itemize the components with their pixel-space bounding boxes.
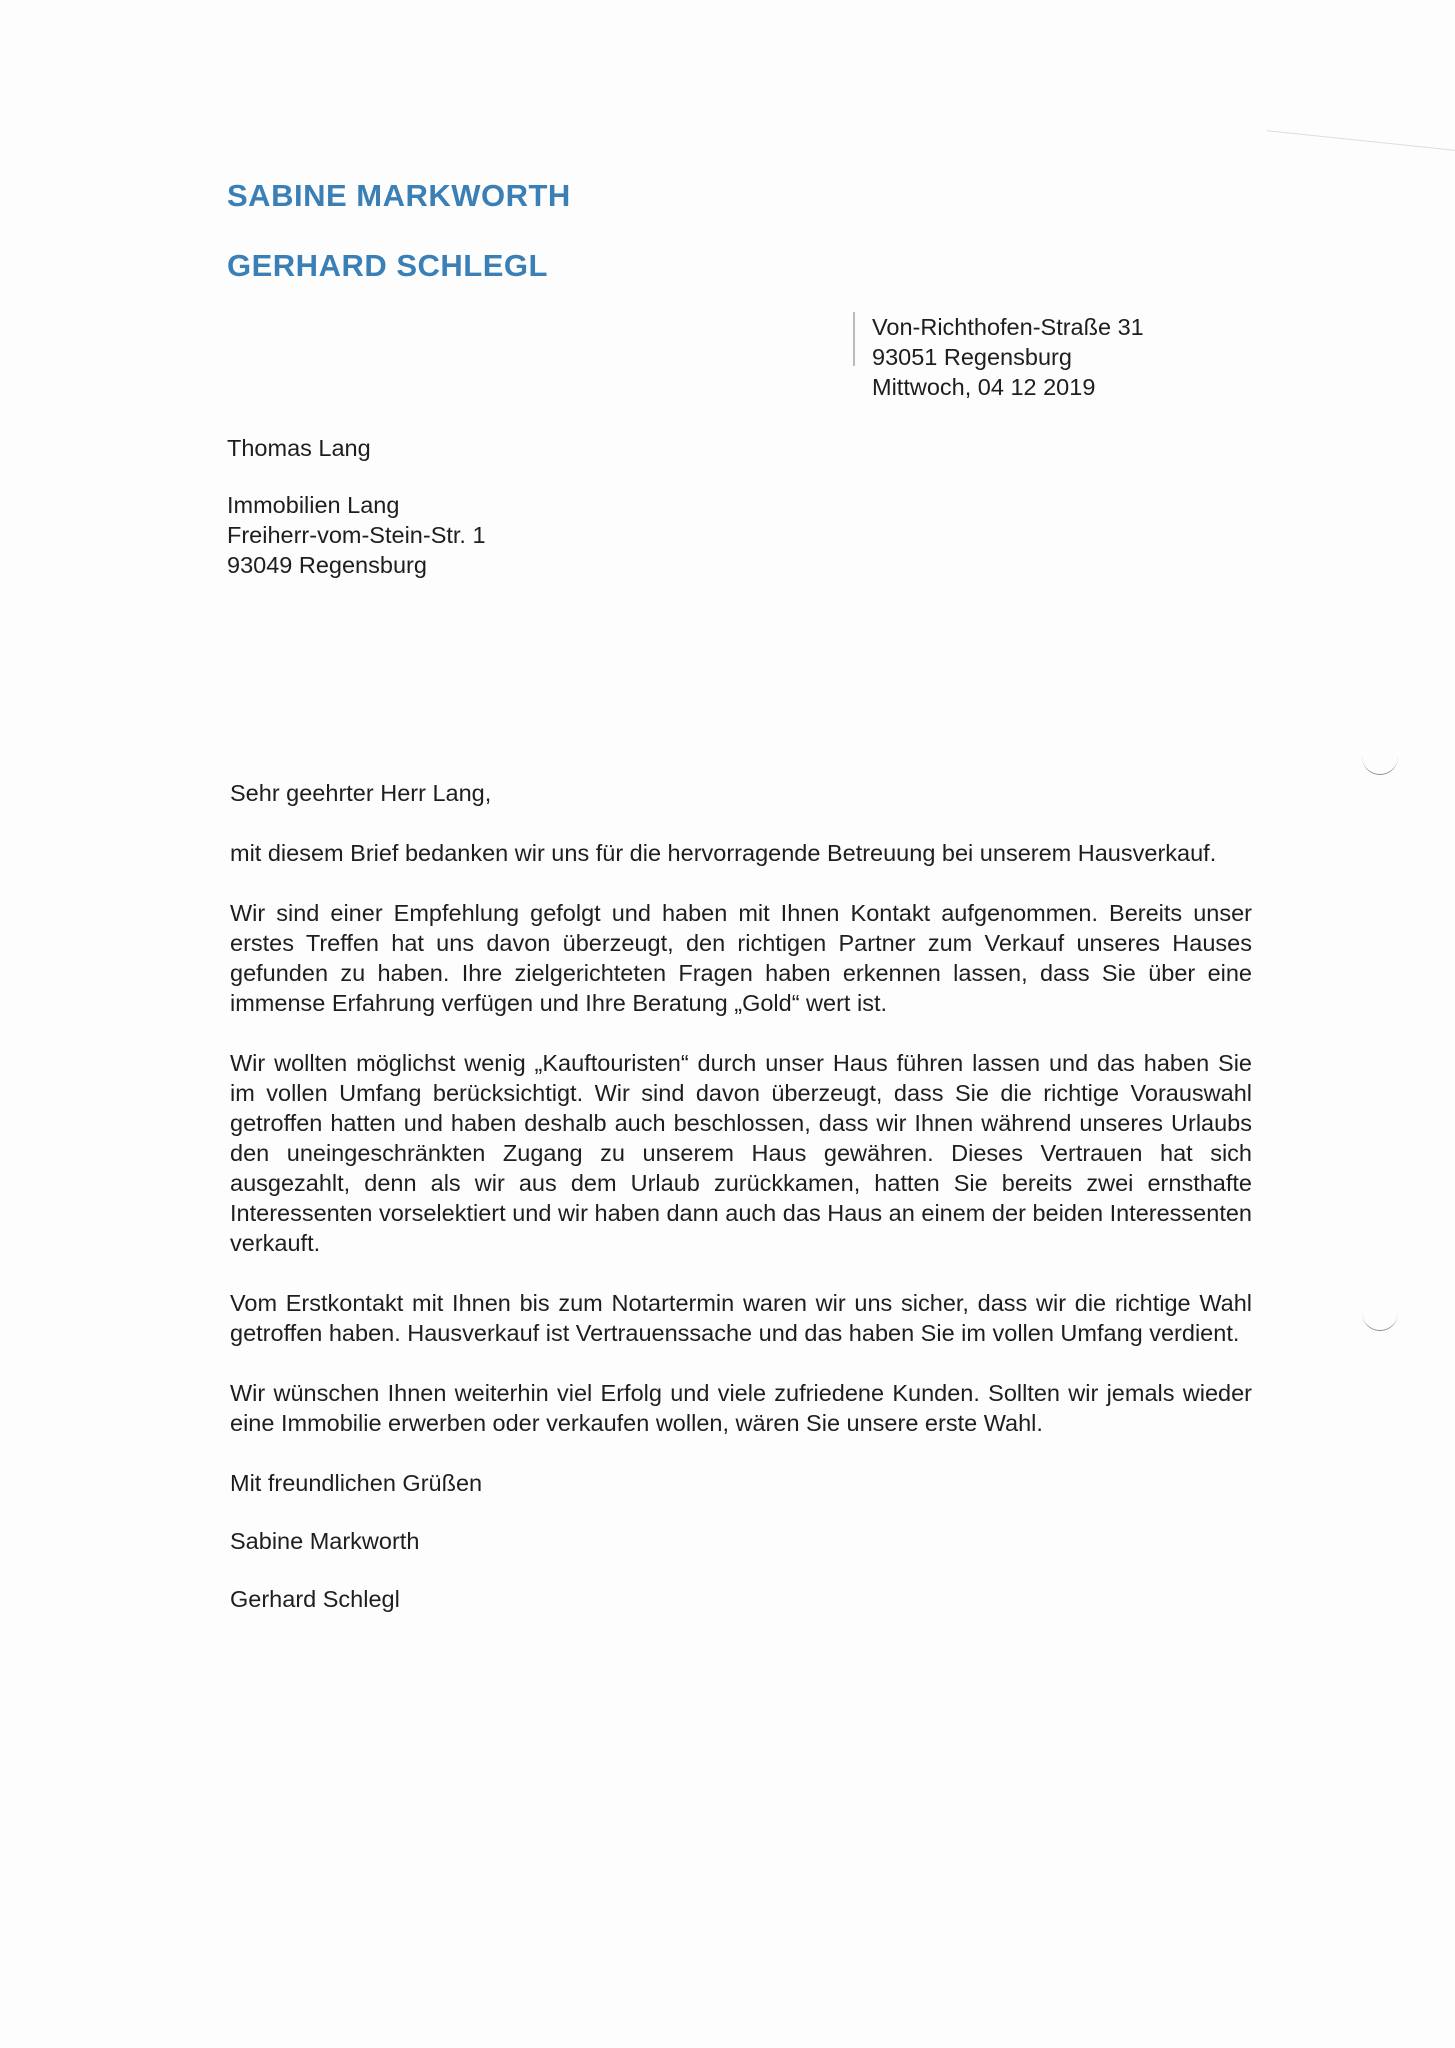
recipient-company: Immobilien Lang [227,492,400,518]
recipient-city: 93049 Regensburg [227,552,427,578]
address-divider [853,312,855,366]
signature-2: Gerhard Schlegl [230,1586,400,1612]
recipient-street: Freiherr-vom-Stein-Str. 1 [227,522,486,548]
letter-body [230,778,1252,1614]
paragraph-5: Wir wünschen Ihnen weiterhin viel Erfolg und viele zufriedene Kunden. Sollten wir jemals wieder eine Immobilie erwerben oder verkaufen wollen, wären Sie unsere erste Wahl. [230,1380,1252,1436]
letter-date: Mittwoch, 04 12 2019 [872,374,1096,400]
paragraph-4: Vom Erstkontakt mit Ihnen bis zum Notartermin waren wir uns sicher, dass wir die richtige Wahl getroffen haben. Hausverkauf ist Vertrauenssache und das haben Sie im vollen Umfang verdient. [230,1290,1252,1346]
closing: Mit freundlichen Grüßen [230,1470,483,1496]
paper-crease [1264,130,1455,181]
paragraph-1: mit diesem Brief bedanken wir uns für die hervorragende Betreuung bei unserem Hausverkauf. [230,840,1217,866]
letterhead-name-1: SABINE MARKWORTH [227,178,571,213]
sender-city: 93051 Regensburg [872,344,1072,370]
paragraph-3: Wir wollten möglichst wenig „Kauftouristen“ durch unser Haus führen lassen und das haben Sie im vollen Umfang berücksichtigt. Wir sind davon überzeugt, dass Sie die richtige Vorauswahl getroffen hatten und haben deshalb auch beschlossen, dass wir Ihnen während unseres Urlaubs den uneingeschränkten Zugang zu unserem Haus gewähren. Dieses Vertrauen hat sich ausgezahlt, denn als wir aus dem Urlaub zurückkamen, hatten Sie bereits zwei ernsthafte Interessenten vorselektiert und wir haben dann auch das Haus an einem der beiden Interessenten verkauft. [230,1050,1252,1256]
punch-hole-mark [1362,752,1398,775]
sender-street: Von-Richthofen-Straße 31 [872,314,1144,340]
letterhead-name-2: GERHARD SCHLEGL [227,248,548,283]
paragraph-2: Wir sind einer Empfehlung gefolgt und haben mit Ihnen Kontakt aufgenommen. Bereits unser erstes Treffen hat uns davon überzeugt, den richtigen Partner zum Verkauf unseres Hauses gefunden zu haben. Ihre zielgerichteten Fragen haben erkennen lassen, dass Sie über eine immense Erfahrung verfügen und Ihre Beratung „Gold“ wert ist. [230,900,1252,1016]
recipient-block [227,490,486,580]
punch-hole-mark [1362,1308,1398,1331]
signature-1: Sabine Markworth [230,1528,420,1554]
salutation: Sehr geehrter Herr Lang, [230,780,492,806]
sender-address [872,312,1144,402]
recipient-name: Thomas Lang [227,435,371,461]
